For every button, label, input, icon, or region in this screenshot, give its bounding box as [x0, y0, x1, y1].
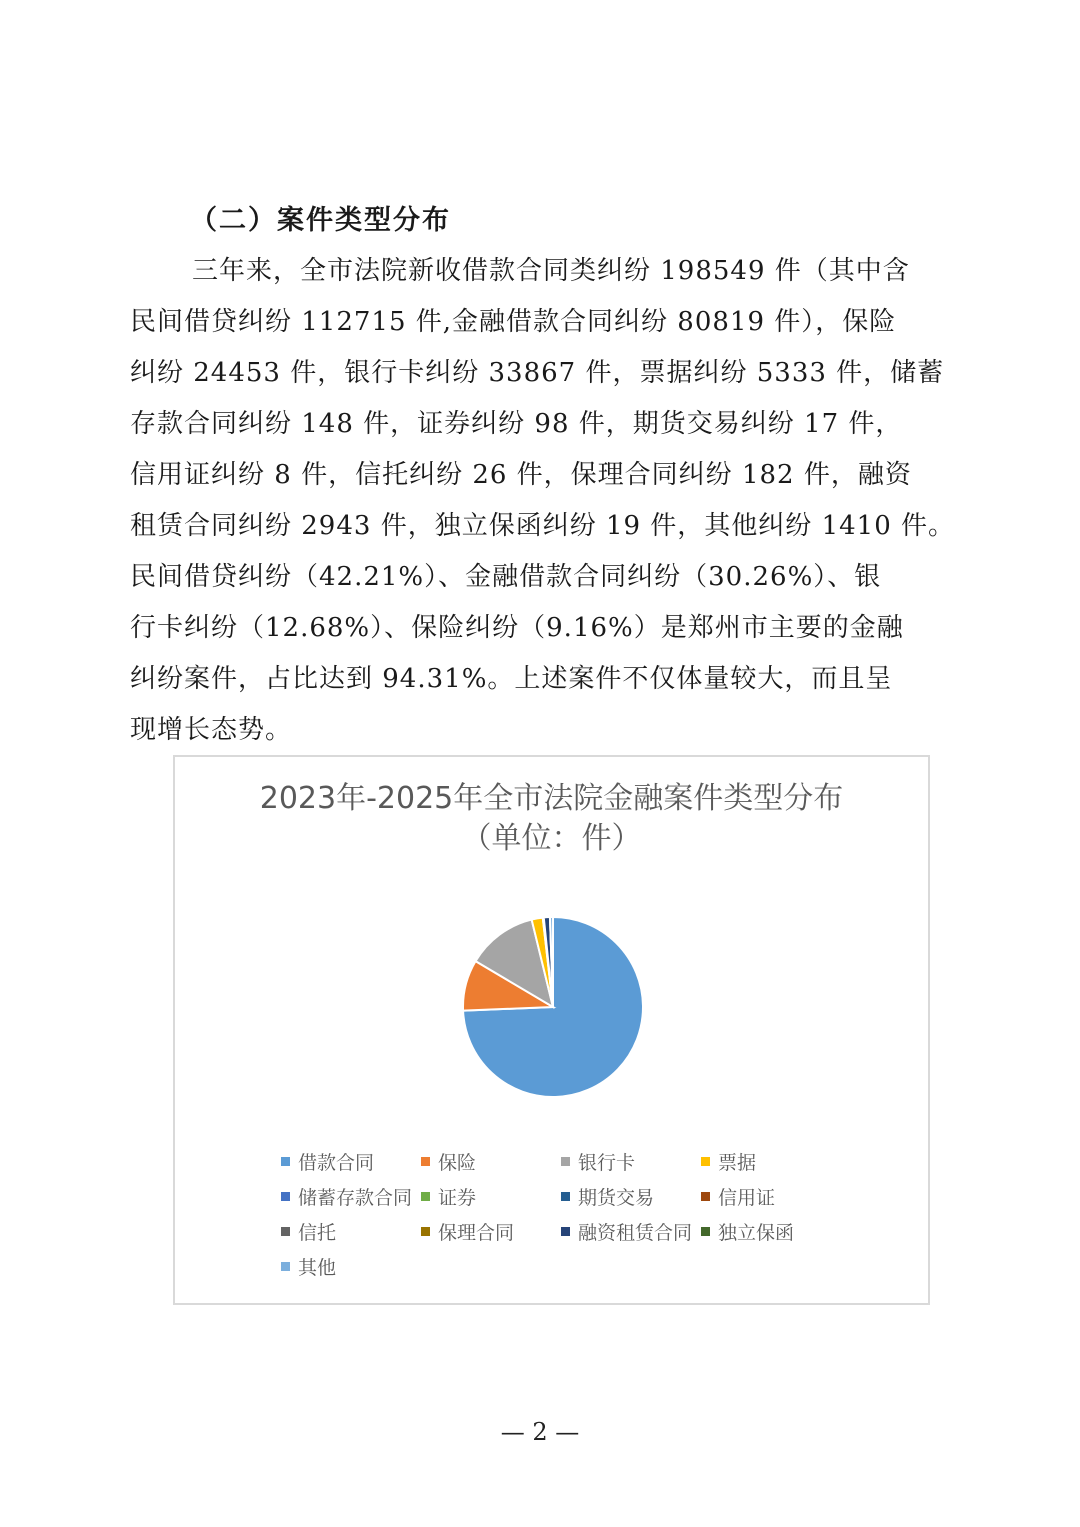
chart-legend — [281, 1149, 841, 1279]
legend-label: 储蓄存款合同 — [298, 1187, 413, 1209]
paragraph-line: 民间借贷纠纷（42.21%）、金融借款合同纠纷（30.26%）、银 — [130, 562, 882, 592]
chart-subtitle: （单位：件） — [461, 821, 642, 856]
legend-swatch — [561, 1227, 570, 1236]
legend-item — [421, 1184, 561, 1209]
paragraph-line: 三年来，全市法院新收借款合同类纠纷 198549 件（其中含 — [192, 256, 910, 286]
paragraph-line: 现增长态势。 — [130, 715, 293, 745]
legend-item — [701, 1219, 841, 1244]
legend-swatch — [701, 1227, 710, 1236]
legend-label: 票据 — [718, 1152, 757, 1174]
paragraph-line: 行卡纠纷（12.68%）、保险纠纷（9.16%）是郑州市主要的金融 — [130, 613, 904, 643]
legend-swatch — [281, 1262, 290, 1271]
legend-label: 银行卡 — [578, 1152, 636, 1174]
body-paragraph — [130, 246, 956, 756]
legend-label: 保险 — [438, 1152, 477, 1174]
legend-label: 期货交易 — [578, 1187, 655, 1209]
legend-item — [281, 1254, 421, 1279]
legend-swatch — [701, 1157, 710, 1166]
legend-label: 其他 — [298, 1257, 337, 1279]
legend-item — [281, 1184, 421, 1209]
paragraph-line: 租赁合同纠纷 2943 件，独立保函纠纷 19 件，其他纠纷 1410 件。 — [130, 511, 956, 541]
legend-item — [561, 1219, 701, 1244]
legend-swatch — [561, 1192, 570, 1201]
legend-item — [421, 1149, 561, 1174]
legend-swatch — [421, 1157, 430, 1166]
page-number: — 2 — — [500, 1418, 580, 1446]
chart-title: 2023年-2025年全市法院金融案件类型分布 — [259, 781, 844, 816]
legend-label: 独立保函 — [718, 1222, 795, 1244]
section-heading: （二）案件类型分布 — [190, 205, 451, 236]
paragraph-line: 信用证纠纷 8 件，信托纠纷 26 件，保理合同纠纷 182 件，融资 — [130, 460, 912, 490]
legend-swatch — [281, 1157, 290, 1166]
legend-item — [421, 1219, 561, 1244]
legend-label: 证券 — [438, 1187, 477, 1209]
legend-swatch — [421, 1192, 430, 1201]
legend-label: 保理合同 — [438, 1222, 515, 1244]
legend-swatch — [561, 1157, 570, 1166]
pie-chart-container — [173, 755, 930, 1305]
legend-item — [281, 1149, 421, 1174]
legend-swatch — [701, 1192, 710, 1201]
legend-label: 信用证 — [718, 1187, 776, 1209]
legend-item — [281, 1219, 421, 1244]
legend-item — [561, 1184, 701, 1209]
paragraph-line: 民间借贷纠纷 112715 件,金融借款合同纠纷 80819 件），保险 — [130, 307, 897, 337]
legend-label: 信托 — [298, 1222, 337, 1244]
legend-swatch — [281, 1192, 290, 1201]
legend-swatch — [281, 1227, 290, 1236]
legend-item — [701, 1149, 841, 1174]
paragraph-line: 纠纷案件，占比达到 94.31%。上述案件不仅体量较大，而且呈 — [130, 664, 893, 694]
legend-item — [701, 1184, 841, 1209]
legend-swatch — [421, 1227, 430, 1236]
legend-item — [561, 1149, 701, 1174]
legend-label: 融资租赁合同 — [578, 1222, 693, 1244]
legend-label: 借款合同 — [298, 1152, 375, 1174]
paragraph-line: 纠纷 24453 件，银行卡纠纷 33867 件，票据纠纷 5333 件，储蓄 — [130, 358, 945, 388]
paragraph-line: 存款合同纠纷 148 件，证券纠纷 98 件，期货交易纠纷 17 件， — [130, 409, 903, 439]
